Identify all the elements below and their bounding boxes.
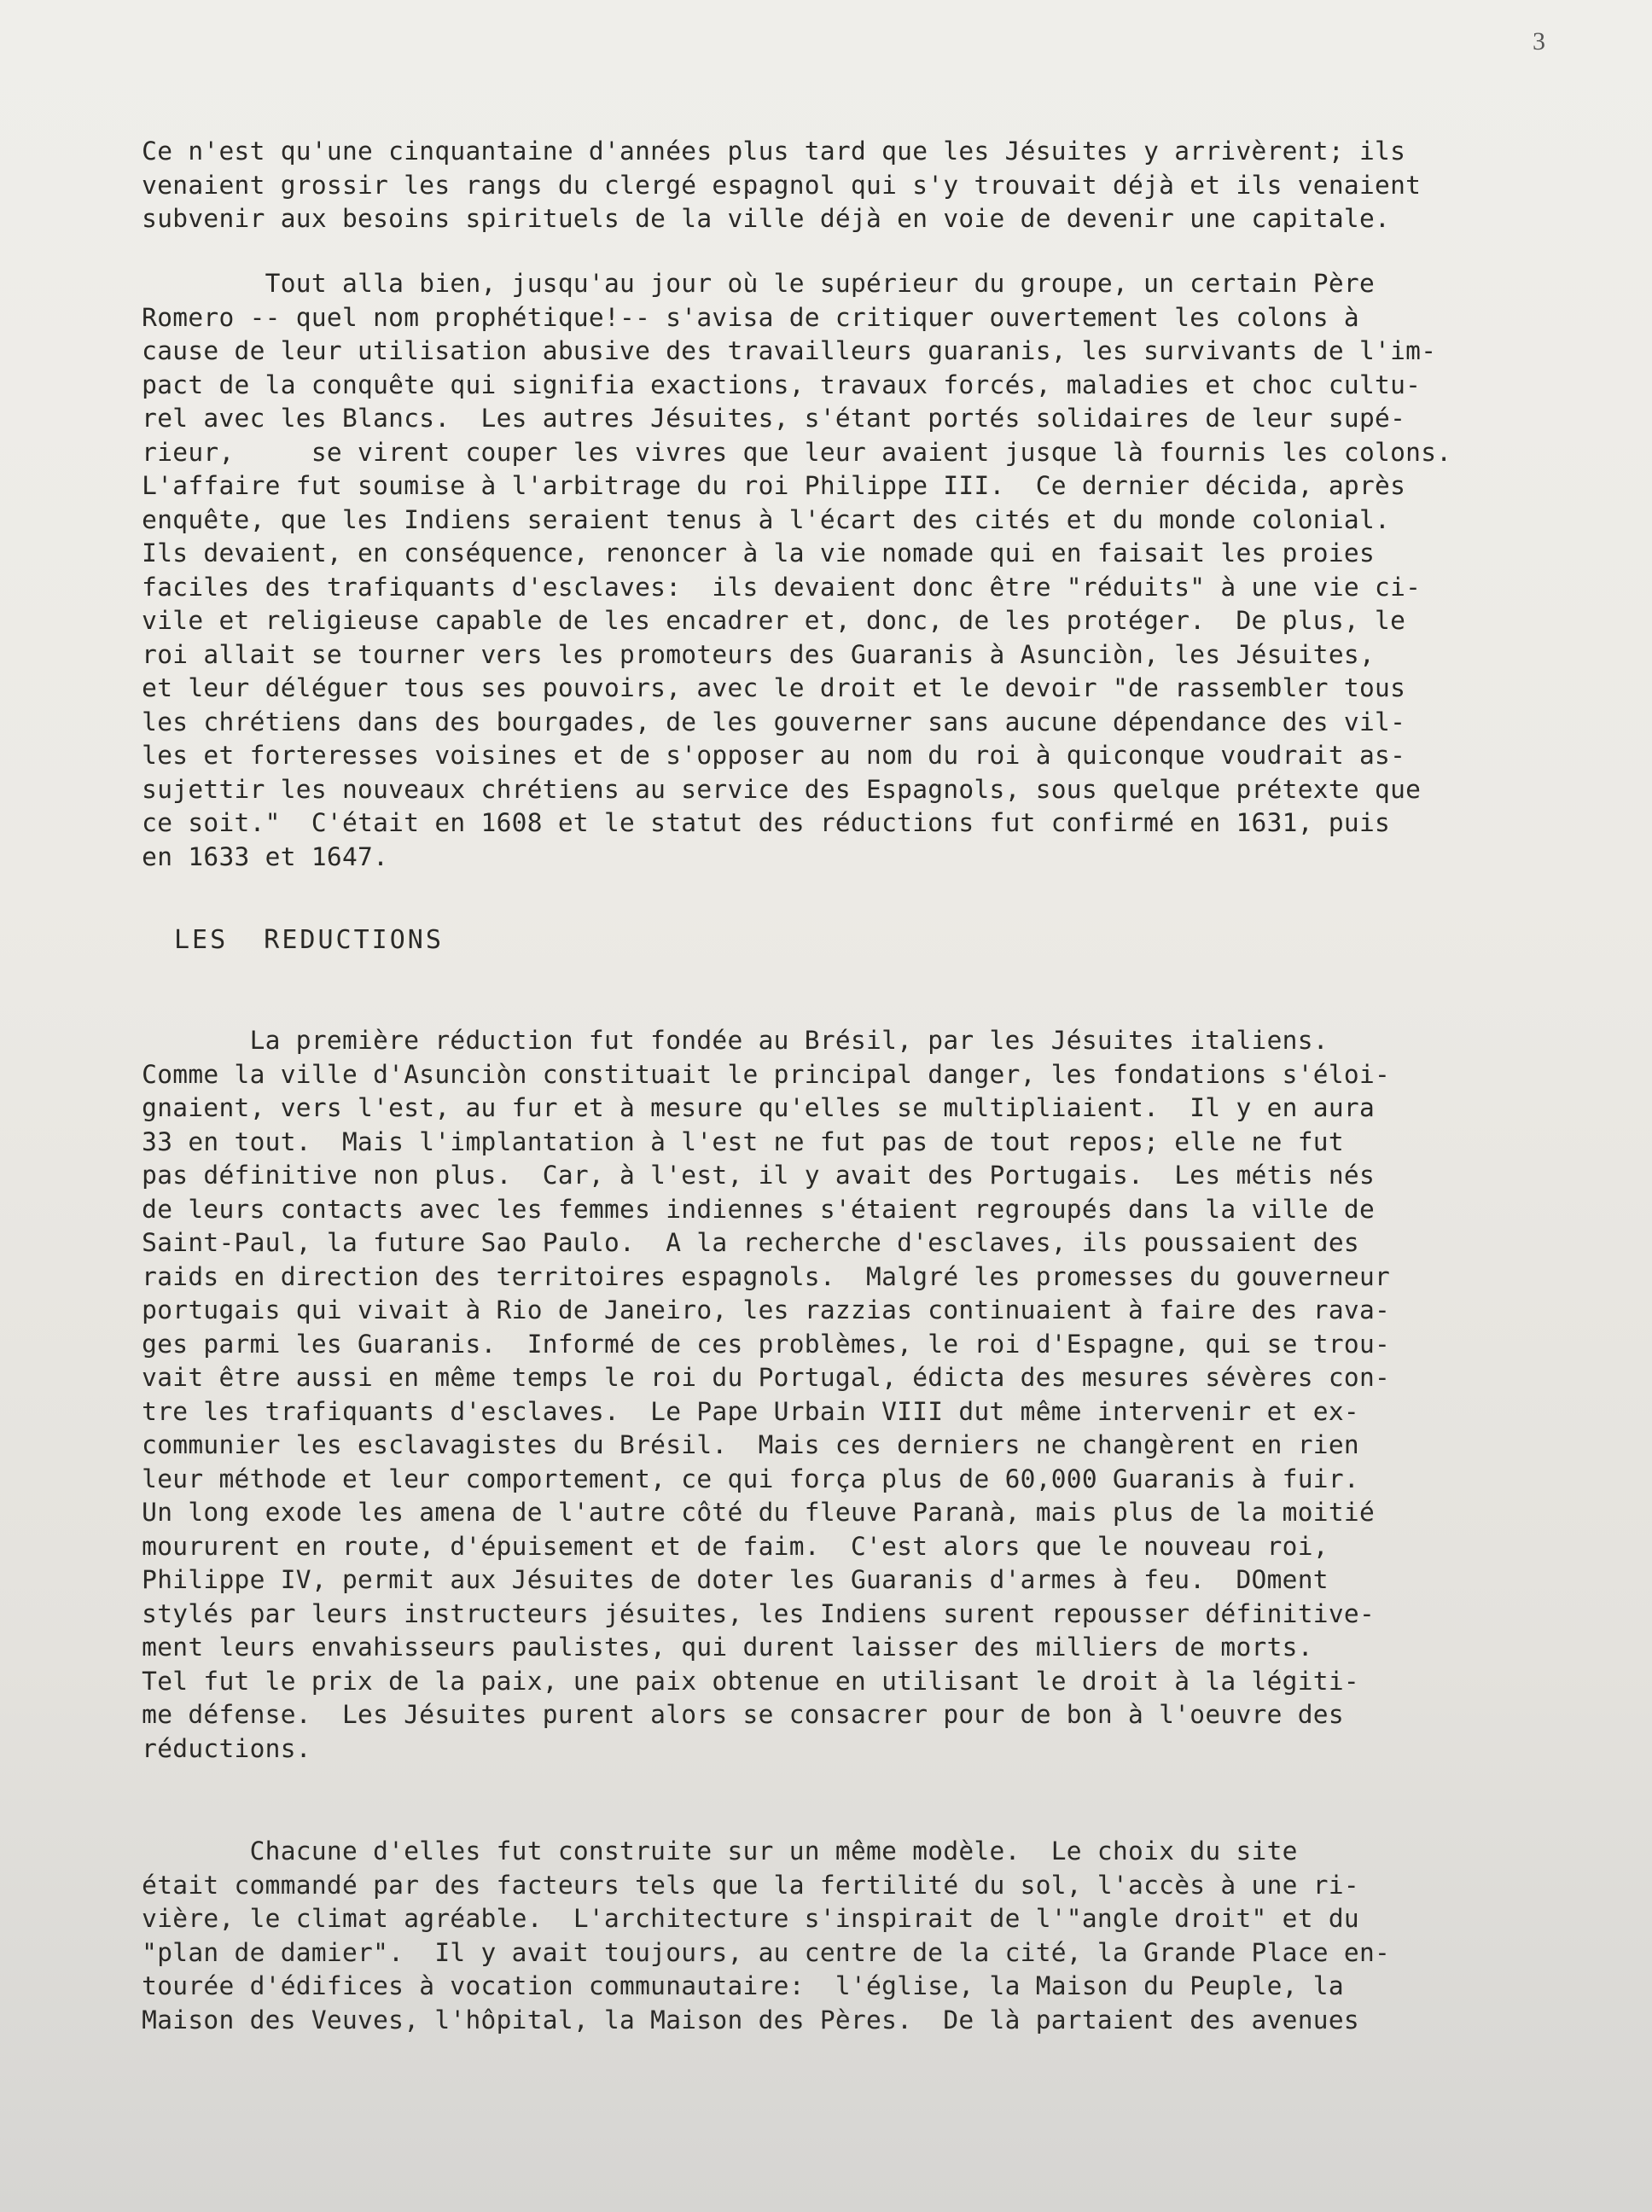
text-line: raids en direction des territoires espagnols. Malgré les promesses du gouverneur	[96, 1261, 1391, 1291]
text-line: tre les trafiquants d'esclaves. Le Pape Urbain VIII dut même intervenir et ex-	[96, 1396, 1359, 1426]
text-line: ges parmi les Guaranis. Informé de ces problèmes, le roi d'Espagne, qui se trou-	[96, 1329, 1391, 1359]
text-line: roi allait se tourner vers les promoteurs des Guaranis à Asunciòn, les Jésuites,	[96, 639, 1376, 669]
text-line: communier les esclavagistes du Brésil. Mais ces derniers ne changèrent en rien	[96, 1430, 1359, 1459]
text-line: leur méthode et leur comportement, ce qui força plus de 60,000 Guaranis à fuir.	[96, 1464, 1359, 1493]
text-line: portugais qui vivait à Rio de Janeiro, les razzias continuaient à faire des rava-	[96, 1295, 1391, 1324]
text-line: en 1633 et 1647.	[96, 841, 389, 871]
text-line: Comme la ville d'Asunciòn constituait le principal danger, les fondations s'éloi-	[96, 1059, 1391, 1089]
text-line: pact de la conquête qui signifia exactions, travaux forcés, maladies et choc cultu-	[96, 370, 1422, 399]
text-line: Tout alla bien, jusqu'au jour où le supérieur du groupe, un certain Père	[96, 269, 1376, 298]
text-line: était commandé par des facteurs tels que la fertilité du sol, l'accès à une ri-	[96, 1870, 1359, 1900]
text-line: Ils devaient, en conséquence, renoncer à la vie nomade qui en faisait les proies	[96, 538, 1376, 568]
page-number: 3	[1533, 27, 1545, 55]
text-line: rel avec les Blancs. Les autres Jésuites, s'étant portés solidaires de leur supé-	[96, 404, 1406, 433]
text-line: Chacune d'elles fut construite sur un même modèle. Le choix du site	[96, 1837, 1298, 1866]
text-line: sujettir les nouveaux chrétiens au service des Espagnols, sous quelque prétexte que	[96, 774, 1422, 804]
text-line: cause de leur utilisation abusive des travailleurs guaranis, les survivants de l'im-	[96, 336, 1437, 365]
text-line: venaient grossir les rangs du clergé espagnol qui s'y trouvait déjà et ils venaient	[96, 170, 1422, 200]
text-line: gnaient, vers l'est, au fur et à mesure qu'elles se multipliaient. Il y en aura	[96, 1093, 1376, 1122]
text-line: les et forteresses voisines et de s'opposer au nom du roi à quiconque voudrait as-	[96, 741, 1406, 770]
text-line: rieur, se virent couper les vivres que leur avaient jusque là fournis les colons.	[96, 437, 1452, 467]
text-line: Romero -- quel nom prophétique!-- s'avisa de critiquer ouvertement les colons à	[96, 302, 1359, 332]
text-line: Un long exode les amena de l'autre côté du fleuve Paranà, mais plus de la moitié	[96, 1498, 1376, 1527]
text-line: "plan de damier". Il y avait toujours, au centre de la cité, la Grande Place en-	[96, 1937, 1391, 1967]
text-line: ment leurs envahisseurs paulistes, qui durent laisser des milliers de morts.	[96, 1633, 1313, 1662]
text-line: Ce n'est qu'une cinquantaine d'années plus tard que les Jésuites y arrivèrent; ils	[96, 137, 1406, 166]
text-line: tourée d'édifices à vocation communautaire: l'église, la Maison du Peuple, la	[96, 1971, 1344, 2000]
text-line: faciles des trafiquants d'esclaves: ils devaient donc être "réduits" à une vie ci-	[96, 572, 1422, 602]
text-line: ce soit." C'était en 1608 et le statut des réductions fut confirmé en 1631, puis	[96, 808, 1391, 837]
text-line: La première réduction fut fondée au Brésil, par les Jésuites italiens.	[96, 1026, 1329, 1055]
text-line: stylés par leurs instructeurs jésuites, les Indiens surent repousser définitive-	[96, 1598, 1376, 1628]
text-line: vait être aussi en même temps le roi du Portugal, édicta des mesures sévères con-	[96, 1363, 1391, 1392]
text-line: réductions.	[96, 1733, 311, 1763]
paragraph-romero	[96, 267, 1546, 874]
text-line: Saint-Paul, la future Sao Paulo. A la recherche d'esclaves, ils poussaient des	[96, 1228, 1359, 1257]
paragraph-first-reduction	[96, 1024, 1546, 1766]
text-line: vile et religieuse capable de les encadrer et, donc, de les protéger. De plus, le	[96, 606, 1406, 635]
text-line: 33 en tout. Mais l'implantation à l'est ne fut pas de tout repos; elle ne fut	[96, 1126, 1344, 1156]
text-line: Maison des Veuves, l'hôpital, la Maison des Pères. De là partaient des avenues	[96, 2005, 1359, 2034]
section-heading: LES REDUCTIONS	[174, 925, 444, 955]
text-line: de leurs contacts avec les femmes indiennes s'étaient regroupés dans la ville de	[96, 1194, 1376, 1224]
text-line: moururent en route, d'épuisement et de faim. C'est alors que le nouveau roi,	[96, 1531, 1329, 1561]
text-line: L'affaire fut soumise à l'arbitrage du roi Philippe III. Ce dernier décida, après	[96, 471, 1406, 500]
text-line: Philippe IV, permit aux Jésuites de doter les Guaranis d'armes à feu. DOment	[96, 1565, 1329, 1594]
text-line: et leur déléguer tous ses pouvoirs, avec le droit et le devoir "de rassembler tous	[96, 673, 1406, 702]
text-line: me défense. Les Jésuites purent alors se consacrer pour de bon à l'oeuvre des	[96, 1700, 1344, 1729]
text-line: vière, le climat agréable. L'architecture s'inspirait de l'"angle droit" et du	[96, 1904, 1359, 1933]
text-line: Tel fut le prix de la paix, une paix obtenue en utilisant le droit à la légiti-	[96, 1666, 1359, 1696]
text-line: pas définitive non plus. Car, à l'est, il y avait des Portugais. Les métis nés	[96, 1161, 1376, 1190]
text-line: enquête, que les Indiens seraient tenus à l'écart des cités et du monde colonial.	[96, 504, 1391, 534]
paragraph-intro	[96, 135, 1546, 236]
text-line: subvenir aux besoins spirituels de la ville déjà en voie de devenir une capitale.	[96, 204, 1391, 233]
text-line: les chrétiens dans des bourgades, de les gouverner sans aucune dépendance des vil-	[96, 707, 1406, 736]
paragraph-model	[96, 1835, 1546, 2037]
